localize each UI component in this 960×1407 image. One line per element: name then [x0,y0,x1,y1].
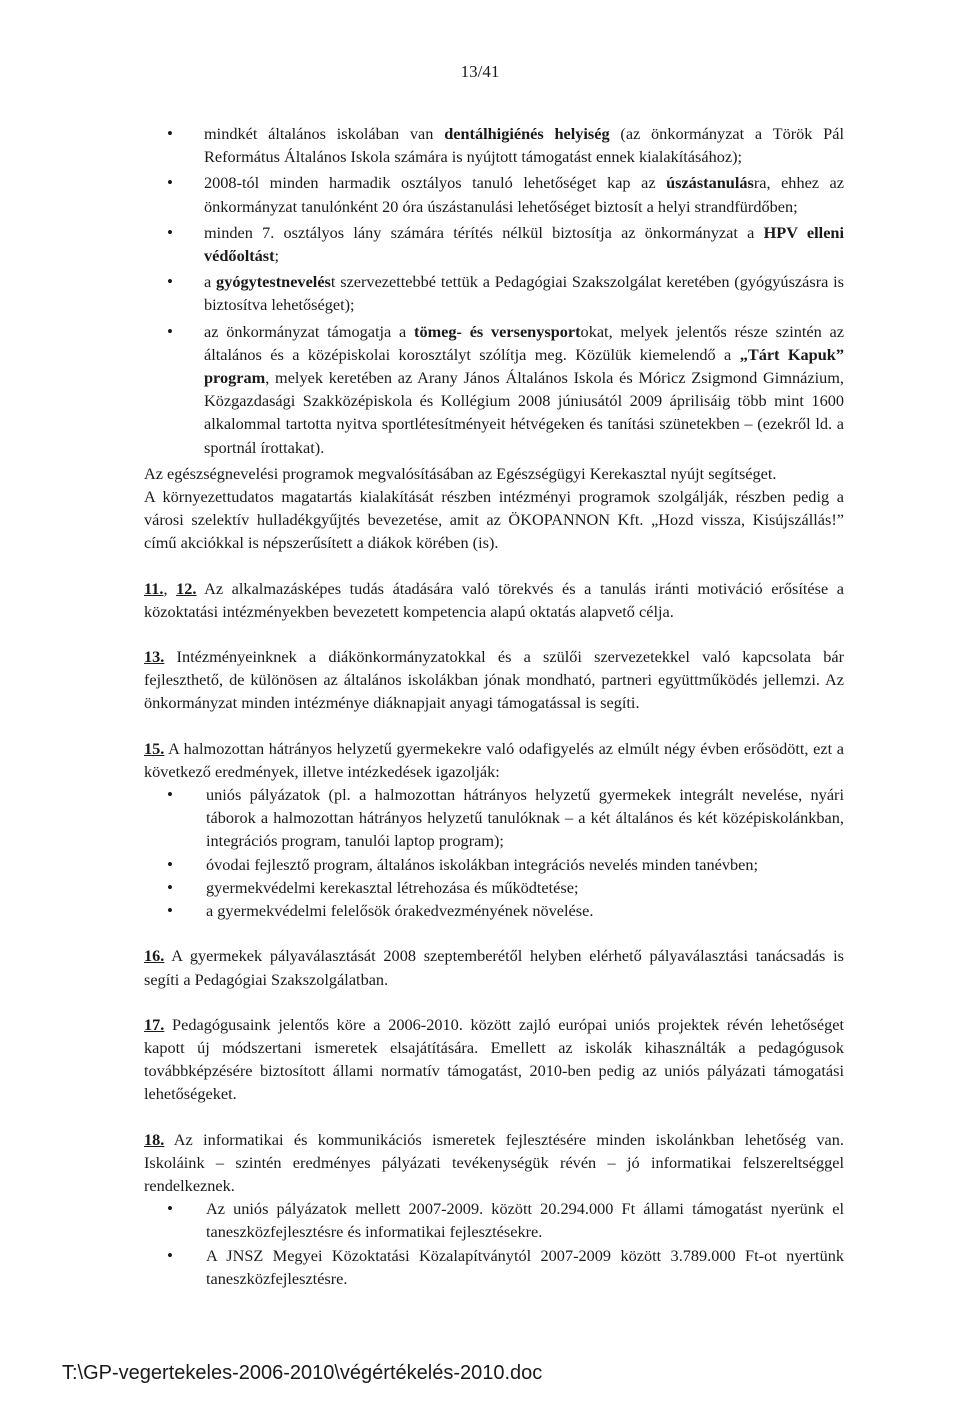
list-item: • a gyermekvédelmi felelősök órakedvezményének növelése. [144,899,844,922]
page-number: 13/41 [460,62,500,81]
paragraph-health: Az egészségnevelési programok megvalósításában az Egészségügyi Kerekasztal nyújt segítséget. [144,463,777,483]
section-18-bullet-list [144,1197,844,1290]
section-15: 15. A halmozottan hátrányos helyzetű gyermekekre való odafigyelés az elmúlt négy évben erősödött, ezt a következő eredmények, illetve intézkedések igazolják: [144,738,844,781]
section-number: 17. [144,1014,165,1034]
list-item: • Az uniós pályázatok mellett 2007-2009. között 20.294.000 Ft állami támogatást nyerünk el taneszközfejlesztésre és informatikai fejlesztésekre. [144,1197,844,1243]
list-item: • mindkét általános iskolában van dentálhigiénés helyiség (az önkormányzat a Török Pál Református Általános Iskola számára is nyújtott támogatást ennek kialakításához); [144,122,844,168]
section-number: 12. [176,578,197,598]
list-item: • óvodai fejlesztő program, általános iskolákban integrációs nevelés minden tanévben; [144,853,844,876]
paragraph-environment: A környezettudatos magatartás kialakítását részben intézményi programok szolgálják, részben pedig a városi szelektív hulladékgyűjtés bevezetése, amit az ÖKOPANNON Kft. „Hozd vissza, Kisújszállás!” című akciókkal is népszerűsített a diákok körében (is). [144,487,844,553]
list-item: • gyermekvédelmi kerekasztal létrehozása és működtetése; [144,876,844,899]
section-number: 18. [144,1129,165,1149]
list-item: • A JNSZ Megyei Közoktatási Közalapítványtól 2007-2009 között 3.789.000 Ft-ot nyertünk taneszközfejlesztésre. [144,1244,844,1290]
list-item: • a gyógytestnevelést szervezettebbé tettük a Pedagógiai Szakszolgálat keretében (gyógyúszásra is biztosítva lehetőséget); [144,270,844,316]
section-number: 16. [144,946,165,966]
section-11-12: 11., 12. Az alkalmazásképes tudás átadására való törekvés és a tanulás iránti motiváció erősítése a közoktatási intézményekben bevezetett kompetencia alapú oktatás alapvető célja. [144,578,844,621]
section-16: 16. A gyermekek pályaválasztását 2008 szeptemberétől helyben elérhető pályaválasztási tanácsadás is segíti a Pedagógiai Szakszolgálatban. [144,946,844,989]
section-number: 11. [144,578,164,598]
list-item: • minden 7. osztályos lány számára térítés nélkül biztosítja az önkormányzat a HPV elleni védőoltást; [144,221,844,267]
list-item: • az önkormányzat támogatja a tömeg- és versenysportokat, melyek jelentős része szintén az általános és a középiskolai korosztályt szólítja meg. Közülük kiemelendő a „Tárt Kapuk” program, melyek keretében az Arany János Általános Iskola és Móricz Zsigmond Gimnázium, Közgazdasági Szakközépiskola és Kollégium 2008 júniusától 2009 áprilisáig több mint 1600 alkalommal tartotta nyitva sportlétesítményeit hétvégeken és tanítási szünetekben – (ezekről ld. a sportnál írottakat). [144,320,844,459]
document-file-path: T:\GP-vegertekeles-2006-2010\végértékelés-2010.doc [62,1362,543,1384]
document-body [144,122,844,1290]
section-17: 17. Pedagógusaink jelentős köre a 2006-2010. között zajló európai uniós projektek révén lehetőséget kapott új módszertani ismeretek elsajátítására. Emellett az iskolák kihasználták a pedagógusok továbbképzésére biztosított állami normatív támogatást, 2010-ben pedig az uniós pályázati támogatási lehetőségeket. [144,1014,844,1104]
section-number: 13. [144,647,165,667]
section-number: 15. [144,738,165,758]
section-13: 13. Intézményeinknek a diákönkormányzatokkal és a szülői szervezetekkel való kapcsolata bár fejleszthető, de különösen az általános iskolákban jónak mondható, partneri együttműködés jellemzi. Az önkormányzat minden intézménye diáknapjait anyagi támogatással is segíti. [144,647,844,713]
list-item: • uniós pályázatok (pl. a halmozottan hátrányos helyzetű gyermekek integrált nevelése, nyári táborok a halmozottan hátrányos helyzetű tanulóknak – a két általános és két középiskolánkban, integrációs program, tanulói laptop program); [144,783,844,853]
section-15-bullet-list [144,783,844,922]
health-bullet-list [144,122,844,459]
list-item: • 2008-tól minden harmadik osztályos tanuló lehetőséget kap az úszástanulásra, ehhez az önkormányzat tanulónként 20 óra úszástanulási lehetőséget biztosít a helyi strandfürdőben; [144,171,844,217]
section-18: 18. Az informatikai és kommunikációs ismeretek fejlesztésére minden iskolánkban lehetőség van. Iskoláink – szintén eredményes pályázati tevékenységük révén – jó informatikai felszereltséggel rendelkeznek. [144,1129,844,1195]
